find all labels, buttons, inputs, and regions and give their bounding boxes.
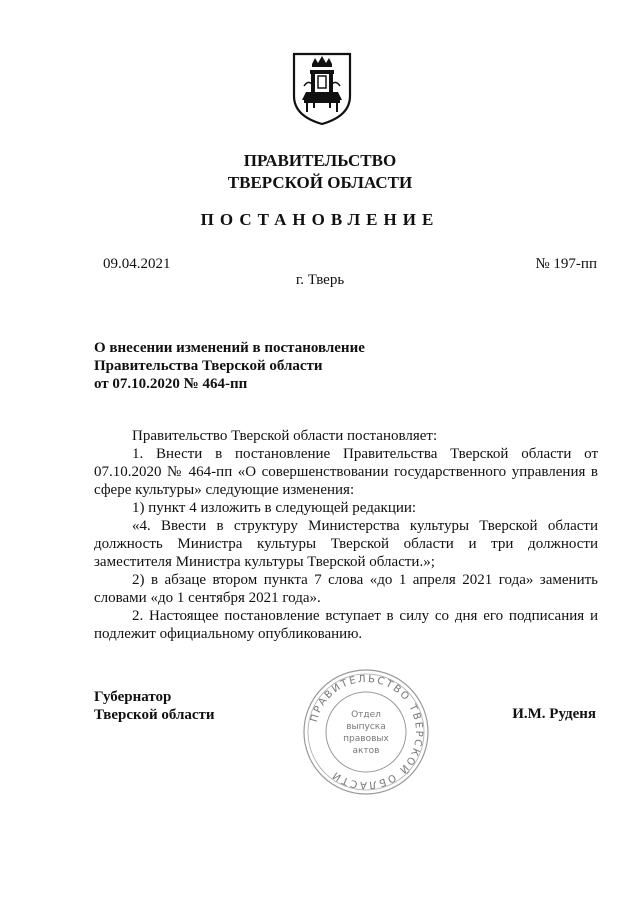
body-paragraph: 2) в абзаце втором пункта 7 слова «до 1 апреля 2021 года» заменить словами «до 1 сентября 2021 года». — [94, 572, 598, 606]
signatory-name: И.М. Руденя — [512, 706, 596, 722]
body-paragraph: 2. Настоящее постановление вступает в силу со дня его подписания и подлежит официальному опубликованию. — [94, 608, 598, 642]
government-name-line2: ТВЕРСКОЙ ОБЛАСТИ — [227, 173, 413, 192]
document-type-title: ПОСТАНОВЛЕНИЕ — [200, 210, 440, 229]
body-paragraph: 1. Внести в постановление Правительства Тверской области от 07.10.2020 № 464-пп «О совершенствовании государственного управления в сфере культуры» следующие изменения: — [94, 446, 598, 498]
body-paragraph: Правительство Тверской области постановляет: — [132, 428, 438, 444]
subject-line: от 07.10.2020 № 464-пп — [94, 376, 248, 392]
document-subject — [94, 339, 365, 393]
stamp-center-line: Отдел — [351, 710, 381, 720]
subject-line: Правительства Тверской области — [94, 358, 323, 374]
stamp-center-line: выпуска — [346, 722, 386, 732]
signatory-position-line: Тверской области — [94, 707, 215, 723]
document-body — [94, 427, 598, 643]
body-paragraph: 1) пункт 4 изложить в следующей редакции: — [132, 500, 417, 516]
official-stamp — [301, 667, 431, 797]
document-city: г. Тверь — [295, 272, 345, 288]
signatory-position — [94, 688, 215, 724]
stamp-ring-text: ПРАВИТЕЛЬСТВО ТВЕРСКОЙ ОБЛАСТИ — [308, 673, 425, 791]
government-name-line1: ПРАВИТЕЛЬСТВО — [243, 151, 397, 170]
document-date: 09.04.2021 — [103, 256, 171, 272]
body-paragraph: «4. Ввести в структуру Министерства культуры Тверской области должность Министра культуры Тверской области и три должности заместителя Министра культуры Тверской области.»; — [94, 518, 598, 570]
stamp-center-line: правовых — [343, 734, 389, 744]
coat-of-arms-icon — [290, 50, 354, 128]
stamp-center-line: актов — [352, 746, 380, 756]
subject-line: О внесении изменений в постановление — [94, 340, 365, 356]
document-number: № 197-пп — [535, 256, 597, 272]
signatory-position-line: Губернатор — [94, 689, 172, 705]
